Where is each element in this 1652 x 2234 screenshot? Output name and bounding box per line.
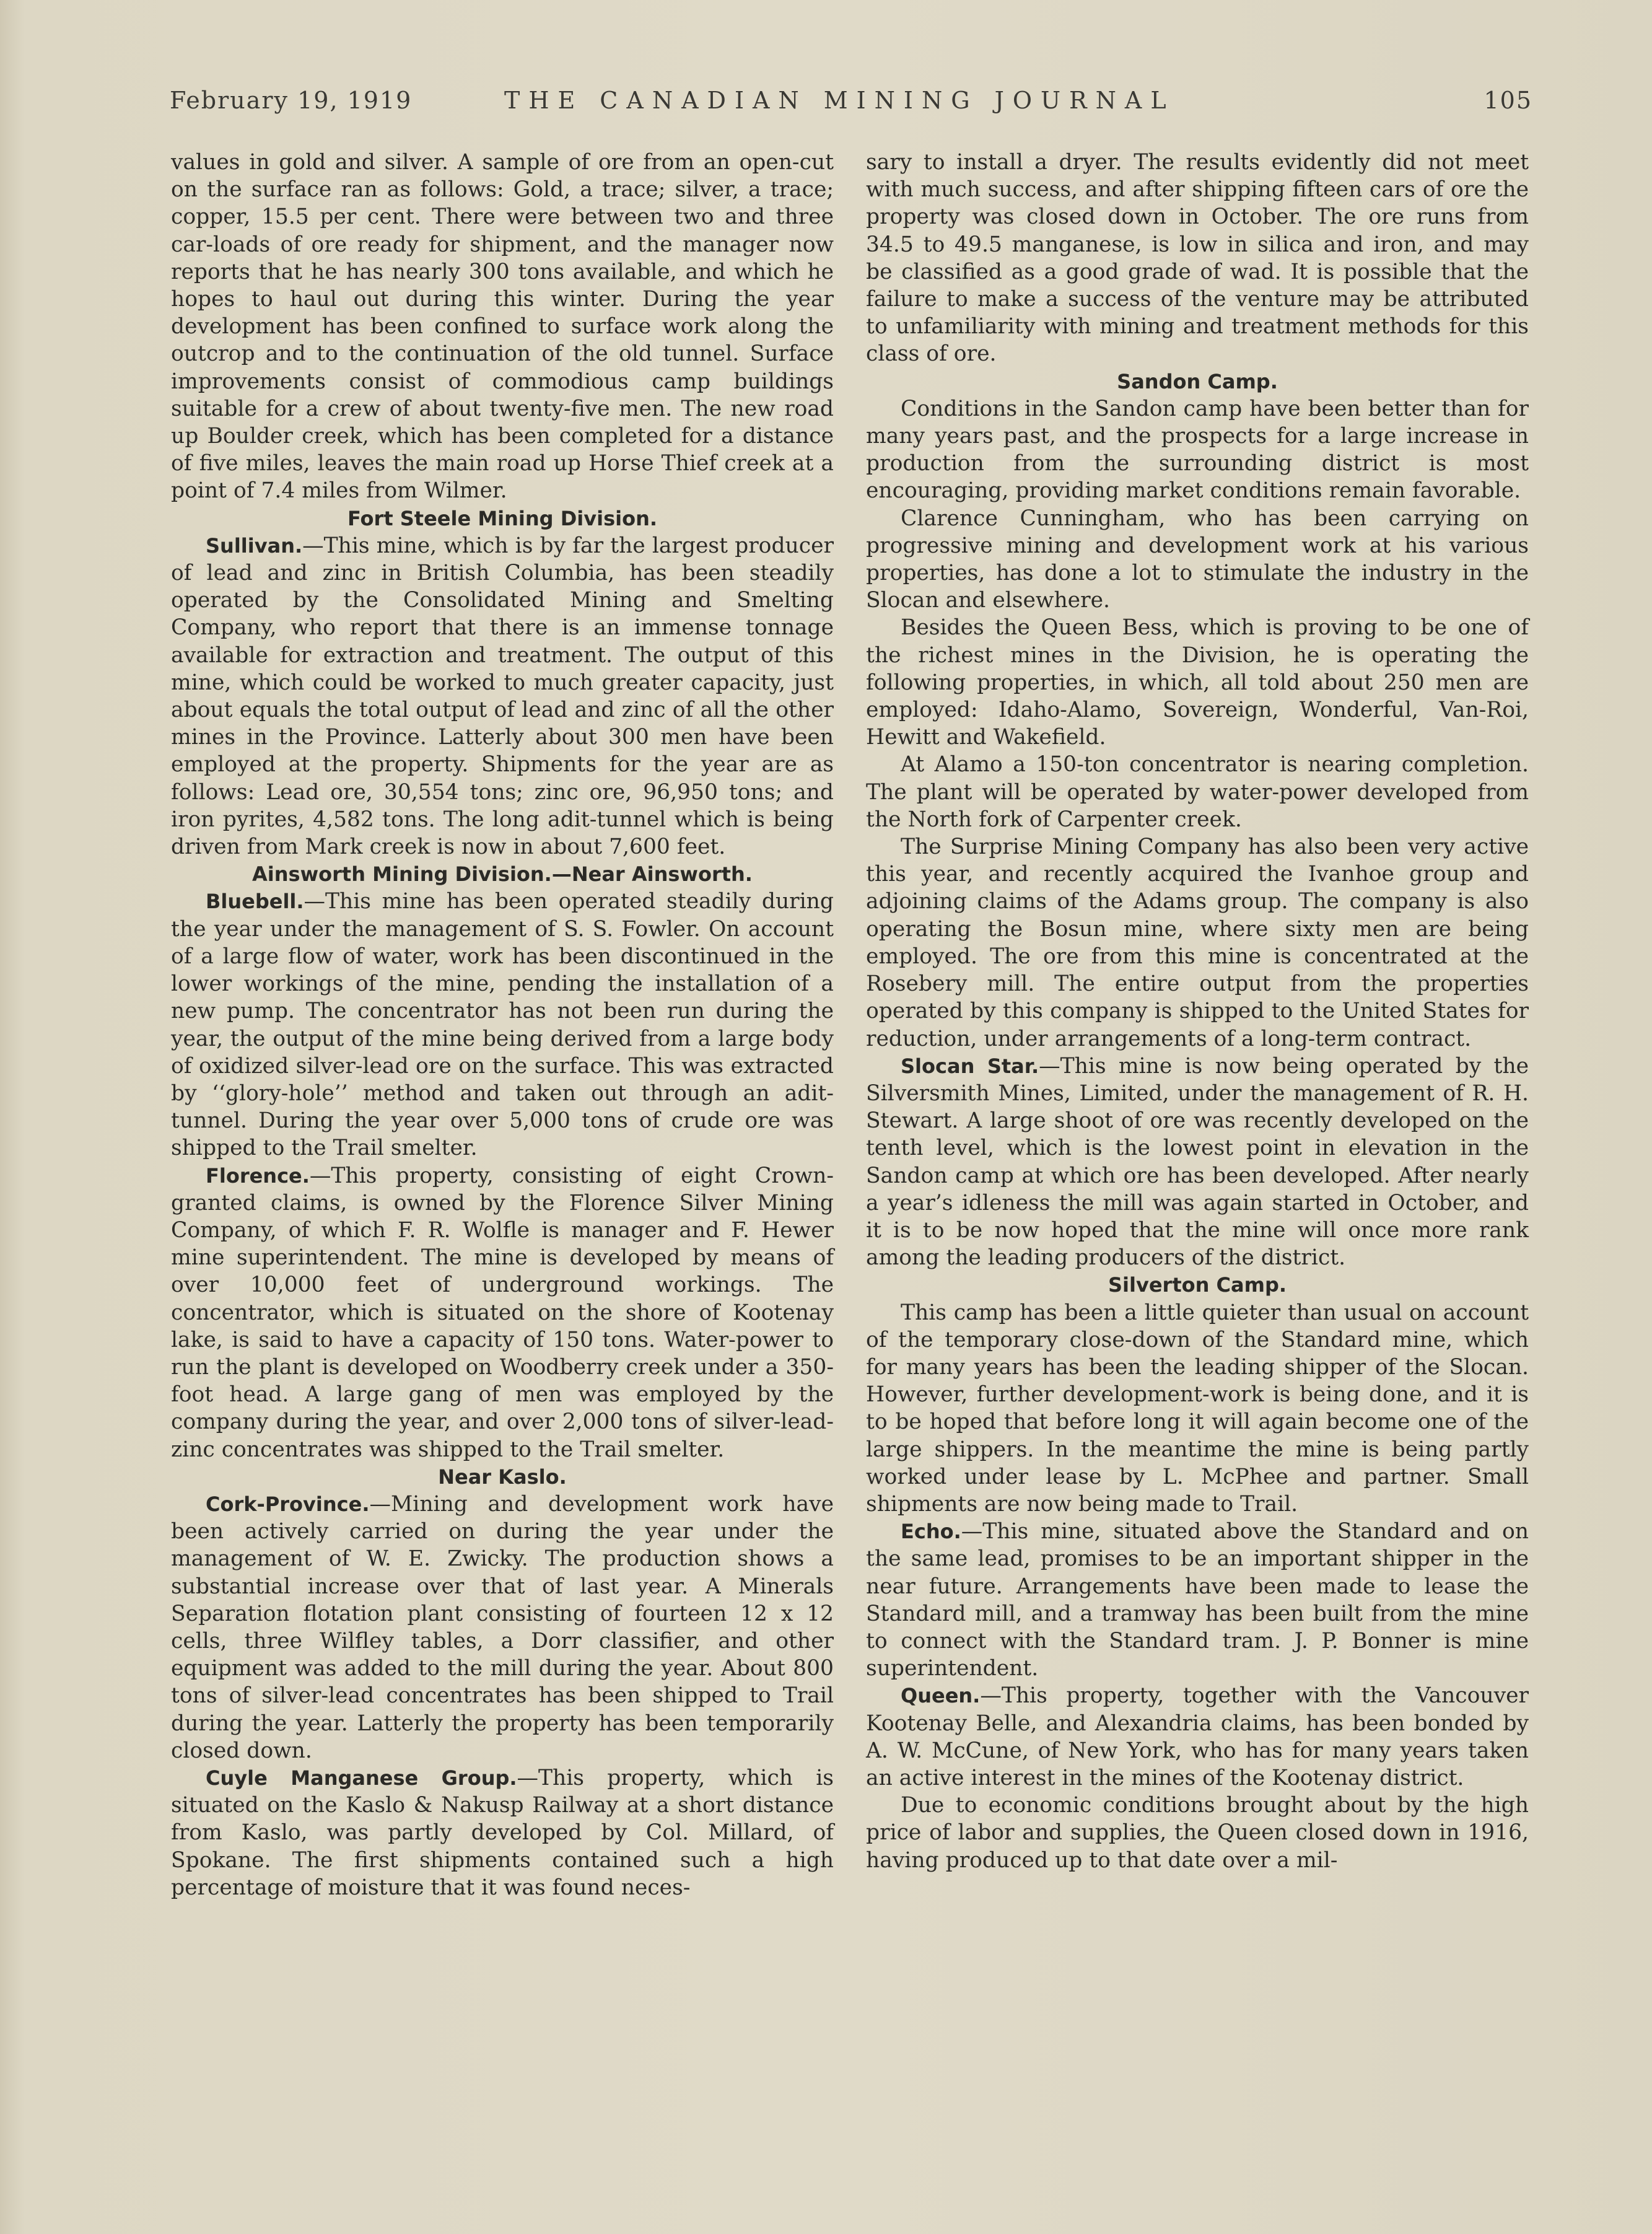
- section-heading: Fort Steele Mining Division.: [347, 506, 657, 530]
- paragraph: Queen.—This property, together with the Vancouver Kootenay Belle, and Alexandria claims, has been bonded by A. W. McCune, of New York, who has for many years taken an active interest in the mines of the Kootenay district.: [866, 1683, 1529, 1790]
- paragraph: Sullivan.—This mine, which is by far the largest producer of lead and zinc in British Columbia, has been steadily operated by the Consolidated Mining and Smelting Company, who report that there is an immense tonnage available for extraction and treatment. The output of this mine, which could be worked to much greater capacity, just about equals the total output of lead and zinc of all the other mines in the Province. Latterly about 300 men have been employed at the property. Shipments for the year are as follows: Lead ore, 30,554 tons; zinc ore, 96,950 tons; and iron pyrites, 4,582 tons. The long adit-tunnel which is being driven from Mark creek is now in about 7,600 feet.: [171, 533, 834, 860]
- paragraph: values in gold and silver. A sample of ore from an open-cut on the surface ran as follows: Gold, a trace; silver, a trace; copper, 15.5 per cent. There were between two and three car-loads of ore ready for shipment, and the manager now reports that he has nearly 300 tons available, and which he hopes to haul out during this winter. During the year development has been confined to surface work along the outcrop and to the continuation of the old tunnel. Surface improvements consist of commodious camp buildings suitable for a crew of about twenty-five men. The new road up Boulder creek, which has been completed for a distance of five miles, leaves the main road up Horse Thief creek at a point of 7.4 miles from Wilmer.: [171, 150, 834, 504]
- run-in-heading: Slocan Star.: [901, 1054, 1039, 1078]
- journal-title: THE CANADIAN MINING JOURNAL: [504, 87, 1175, 114]
- paragraph: At Alamo a 150-ton concentrator is nearing completion. The plant will be operated by water-power developed from the North fork of Carpenter creek.: [866, 752, 1529, 832]
- page-number: 105: [1484, 87, 1532, 114]
- run-in-heading: Florence.: [206, 1163, 310, 1188]
- paragraph: Cork-Province.—Mining and development work have been actively carried on during the year under the management of W. E. Zwicky. The production shows a substantial increase over that of last year. A Minerals Separation flotation plant consisting of fourteen 12 x 12 cells, three Wilfley tables, a Dorr classifier, and other equipment was added to the mill during the year. About 800 tons of silver-lead concentrates has been shipped to Trail during the year. Latterly the property has been temporarily closed down.: [171, 1491, 834, 1763]
- paragraph: Due to economic conditions brought about by the high price of labor and supplies, the Queen closed down in 1916, having produced up to that date over a mil-: [866, 1793, 1529, 1873]
- running-header: [170, 87, 1532, 130]
- paragraph: Besides the Queen Bess, which is proving to be one of the richest mines in the Division, he is operating the following properties, in which, all told about 250 men are employed: Idaho-Alamo, Sovereign, Wonderful, Van-Roi, Hewitt and Wakefield.: [866, 615, 1529, 750]
- paragraph: Florence.—This property, consisting of eight Crown-granted claims, is owned by the Florence Silver Mining Company, of which F. R. Wolfle is manager and F. Hewer mine superintendent. The mine is developed by means of over 10,000 feet of underground workings. The concentrator, which is situated on the shore of Kootenay lake, is said to have a capacity of 150 tons. Water-power to run the plant is developed on Woodberry creek under a 350-foot head. A large gang of men was employed by the company during the year, and over 2,000 tons of silver-lead-zinc concentrates was shipped to the Trail smelter.: [171, 1163, 834, 1462]
- right-column: [866, 149, 1529, 1874]
- run-in-heading: Sullivan.: [206, 533, 303, 558]
- paragraph: sary to install a dryer. The results evidently did not meet with much success, and after shipping fifteen cars of ore the property was closed down in October. The ore runs from 34.5 to 49.5 manganese, is low in silica and iron, and may be classified as a good grade of wad. It is possible that the failure to make a success of the venture may be attributed to unfamiliarity with mining and treatment methods for this class of ore.: [866, 150, 1529, 367]
- section-heading: Ainsworth Mining Division.—Near Ainsworth.: [252, 862, 753, 887]
- paragraph: Clarence Cunningham, who has been carrying on progressive mining and development work at his various properties, has done a lot to stimulate the industry in the Slocan and elsewhere.: [866, 506, 1529, 613]
- issue-date: February 19, 1919: [170, 87, 413, 114]
- run-in-heading: Cork-Province.: [206, 1492, 370, 1516]
- run-in-heading: Queen.: [901, 1684, 981, 1708]
- left-column: [171, 149, 834, 1901]
- paragraph: Slocan Star.—This mine is now being operated by the Silversmith Mines, Limited, under the management of R. H. Stewart. A large shoot of ore was recently developed on the tenth level, which is the lowest point in elevation in the Sandon camp at which ore has been developed. After nearly a year’s idleness the mill was again started in October, and it is to be now hoped that the mine will once more rank among the leading producers of the district.: [866, 1053, 1529, 1271]
- paragraph: Echo.—This mine, situated above the Standard and on the same lead, promises to be an important shipper in the near future. Arrangements have been made to lease the Standard mill, and a tramway has been built from the mine to connect with the Standard tram. J. P. Bonner is mine superintendent.: [866, 1519, 1529, 1681]
- run-in-heading: Cuyle Manganese Group.: [206, 1766, 517, 1790]
- run-in-heading: Bluebell.: [206, 890, 304, 914]
- paragraph: This camp has been a little quieter than usual on account of the temporary close-down of the Standard mine, which for many years has been the leading shipper of the Slocan. However, further development-work is being done, and it is to be hoped that before long it will again become one of the large shippers. In the meantime the mine is being partly worked under lease by L. McPhee and partner. Small shipments are now being made to Trail.: [866, 1300, 1529, 1517]
- section-heading: Near Kaslo.: [438, 1465, 567, 1489]
- section-heading: Sandon Camp.: [1117, 369, 1278, 393]
- run-in-heading: Echo.: [901, 1520, 961, 1544]
- paragraph: Cuyle Manganese Group.—This property, which is situated on the Kaslo & Nakusp Railway at a short distance from Kaslo, was partly developed by Col. Millard, of Spokane. The first shipments contained such a high percentage of moisture that it was found neces-: [171, 1765, 834, 1900]
- paragraph: Conditions in the Sandon camp have been better than for many years past, and the prospects for a large increase in production from the surrounding district is most encouraging, providing market conditions remain favorable.: [866, 396, 1529, 504]
- paragraph: The Surprise Mining Company has also been very active this year, and recently acquired the Ivanhoe group and adjoining claims of the Adams group. The company is also operating the Bosun mine, where sixty men are being employed. The ore from this mine is concentrated at the Rosebery mill. The entire output from the properties operated by this company is shipped to the United States for reduction, under arrangements of a long-term contract.: [866, 834, 1529, 1051]
- section-heading: Silverton Camp.: [1108, 1273, 1287, 1297]
- paragraph: Bluebell.—This mine has been operated steadily during the year under the management of S. S. Fowler. On account of a large flow of water, work has been discontinued in the lower workings of the mine, pending the installation of a new pump. The concentrator has not been run during the year, the output of the mine being derived from a large body of oxidized silver-lead ore on the surface. This was extracted by ‘‘glory-hole’’ method and taken out through an adit-tunnel. During the year over 5,000 tons of crude ore was shipped to the Trail smelter.: [171, 889, 834, 1161]
